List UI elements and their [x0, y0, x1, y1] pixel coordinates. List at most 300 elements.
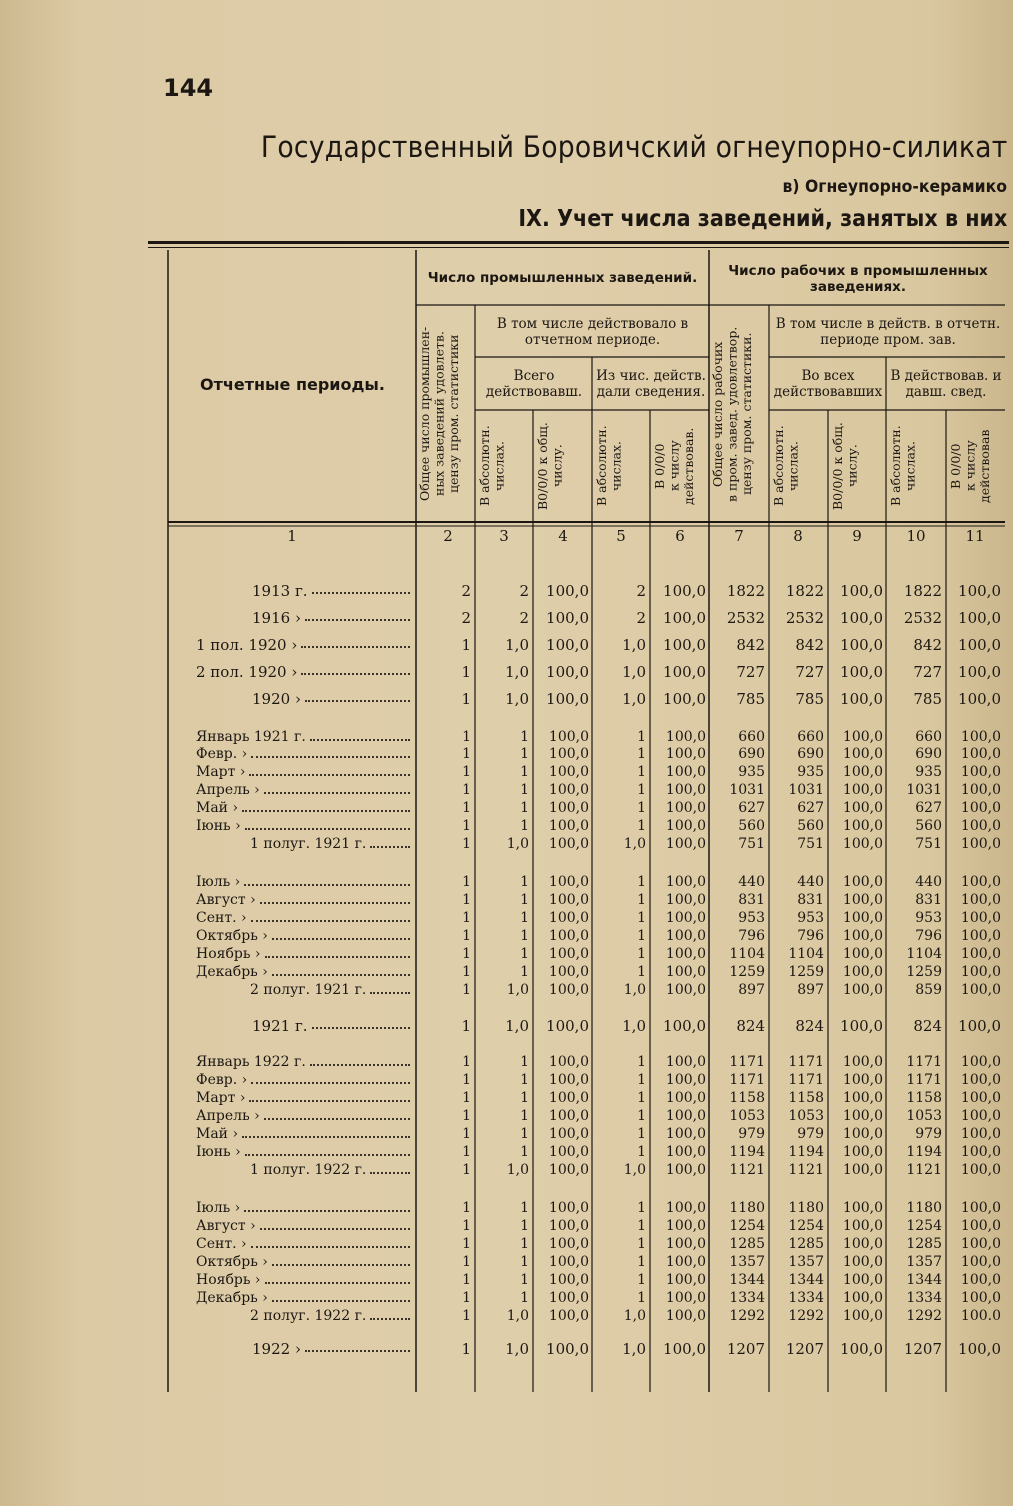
table-cell-col-4: 100,0 — [546, 690, 589, 708]
table-cell-col-10: 953 — [915, 910, 942, 926]
table-cell-col-11: 100,0 — [960, 782, 1001, 798]
table-cell-col-3: 1 — [520, 964, 529, 980]
table-cell-col-5: 1 — [637, 1290, 646, 1306]
table-cell-col-3: 1,0 — [506, 982, 529, 998]
table-cell-col-10: 560 — [915, 818, 942, 834]
table-cell-col-4: 100,0 — [548, 729, 589, 745]
table-cell-col-7: 935 — [738, 764, 765, 780]
table-cell-col-7: 1171 — [729, 1072, 765, 1088]
table-row — [0, 1162, 1013, 1180]
table-cell-col-8: 1334 — [788, 1290, 824, 1306]
period-text: Iюль › — [196, 1200, 241, 1216]
row-period-label — [196, 764, 245, 780]
table-cell-col-11: 100.0 — [960, 1308, 1001, 1324]
table-cell-col-8: 979 — [797, 1126, 824, 1142]
table-cell-col-3: 1 — [520, 1272, 529, 1288]
row-period-label — [196, 636, 297, 654]
table-cell-col-10: 796 — [915, 928, 942, 944]
table-cell-col-11: 100,0 — [960, 946, 1001, 962]
table-cell-col-2: 1 — [462, 1108, 471, 1124]
table-cell-col-10: 1357 — [906, 1254, 942, 1270]
table-cell-col-2: 1 — [462, 729, 471, 745]
table-cell-col-11: 100,0 — [958, 1017, 1001, 1035]
leader-dots — [305, 619, 410, 621]
table-cell-col-8: 560 — [797, 818, 824, 834]
row-period-label — [196, 729, 306, 745]
table-cell-col-9: 100,0 — [842, 782, 883, 798]
table-cell-col-3: 1,0 — [506, 1162, 529, 1178]
table-cell-col-9: 100,0 — [842, 1254, 883, 1270]
table-cell-col-4: 100,0 — [546, 582, 589, 600]
period-text: 1913 г. — [252, 582, 308, 600]
table-cell-col-7: 627 — [738, 800, 765, 816]
table-cell-col-8: 824 — [795, 1017, 824, 1035]
row-period-label — [196, 746, 247, 762]
table-cell-col-8: 1259 — [788, 964, 824, 980]
col-pct-9: В0/0/0 к общ. числу. — [830, 422, 860, 510]
table-cell-col-7: 1104 — [729, 946, 765, 962]
table-cell-col-7: 560 — [738, 818, 765, 834]
table-cell-col-6: 100,0 — [665, 1272, 706, 1288]
table-cell-col-8: 953 — [797, 910, 824, 926]
table-cell-col-9: 100,0 — [842, 1218, 883, 1234]
table-row — [0, 910, 1013, 928]
table-cell-col-8: 785 — [795, 690, 824, 708]
table-cell-col-9: 100,0 — [840, 1340, 883, 1358]
period-text: Май › — [196, 1126, 239, 1142]
table-cell-col-7: 1285 — [729, 1236, 765, 1252]
table-cell-col-3: 1 — [520, 1054, 529, 1070]
table-cell-col-9: 100,0 — [842, 1308, 883, 1324]
table-cell-col-4: 100,0 — [548, 946, 589, 962]
row-period-label — [196, 782, 260, 798]
table-cell-col-10: 842 — [913, 636, 942, 654]
table-cell-col-5: 1 — [637, 1272, 646, 1288]
column-number: 11 — [965, 527, 985, 545]
leader-dots — [265, 1282, 410, 1284]
table-cell-col-4: 100,0 — [548, 746, 589, 762]
table-cell-col-3: 2 — [519, 582, 529, 600]
period-text: Апрель › — [196, 782, 260, 798]
table-cell-col-3: 1 — [520, 800, 529, 816]
table-cell-col-8: 1031 — [788, 782, 824, 798]
table-cell-col-11: 100,0 — [960, 1272, 1001, 1288]
table-row — [0, 1054, 1013, 1072]
table-cell-col-11: 100,0 — [958, 1340, 1001, 1358]
table-cell-col-6: 100,0 — [665, 1090, 706, 1106]
table-cell-col-2: 1 — [462, 764, 471, 780]
table-cell-col-5: 1 — [637, 1054, 646, 1070]
leader-dots — [245, 828, 410, 830]
table-row — [0, 729, 1013, 747]
row-period-label — [196, 1144, 241, 1160]
table-cell-col-10: 660 — [915, 729, 942, 745]
table-cell-col-2: 1 — [462, 1126, 471, 1142]
table-cell-col-6: 100,0 — [665, 729, 706, 745]
table-cell-col-11: 100,0 — [960, 892, 1001, 908]
table-cell-col-10: 1259 — [906, 964, 942, 980]
table-cell-col-5: 1 — [637, 928, 646, 944]
table-cell-col-3: 1,0 — [505, 636, 529, 654]
table-row — [0, 1126, 1013, 1144]
table-cell-col-7: 751 — [738, 836, 765, 852]
table-cell-col-9: 100,0 — [842, 1144, 883, 1160]
leader-dots — [244, 1210, 410, 1212]
table-row — [0, 1290, 1013, 1308]
table-cell-col-2: 2 — [461, 582, 471, 600]
leader-dots — [310, 1064, 410, 1066]
table-cell-col-11: 100,0 — [960, 928, 1001, 944]
period-text: 1920 › — [252, 690, 301, 708]
table-cell-col-3: 1 — [520, 910, 529, 926]
table-cell-col-6: 100,0 — [665, 928, 706, 944]
period-text: Январь 1922 г. — [196, 1054, 306, 1070]
period-text: Апрель › — [196, 1108, 260, 1124]
row-period-label — [250, 1162, 366, 1178]
table-cell-col-8: 897 — [797, 982, 824, 998]
subheader-workers-all: Во всех действовавших — [773, 368, 883, 401]
table-cell-col-3: 1 — [520, 1236, 529, 1252]
table-cell-col-11: 100,0 — [960, 1162, 1001, 1178]
table-cell-col-4: 100,0 — [548, 782, 589, 798]
table-cell-col-9: 100,0 — [842, 928, 883, 944]
table-cell-col-8: 1254 — [788, 1218, 824, 1234]
table-cell-col-6: 100,0 — [663, 663, 706, 681]
table-cell-col-4: 100,0 — [546, 1340, 589, 1358]
group-header-establishments: Число промышленных заведений. — [427, 270, 698, 286]
leader-dots — [251, 1082, 410, 1084]
table-cell-col-3: 1 — [520, 1200, 529, 1216]
table-cell-col-10: 751 — [915, 836, 942, 852]
table-cell-col-11: 100,0 — [960, 1254, 1001, 1270]
period-text: Март › — [196, 764, 246, 780]
table-cell-col-7: 1194 — [729, 1144, 765, 1160]
leader-dots — [249, 1100, 410, 1102]
column-number: 2 — [443, 527, 453, 545]
table-cell-col-9: 100,0 — [842, 729, 883, 745]
table-cell-col-8: 627 — [797, 800, 824, 816]
leader-dots — [312, 592, 410, 594]
table-cell-col-5: 1,0 — [623, 982, 646, 998]
table-cell-col-3: 1,0 — [505, 1017, 529, 1035]
col-abs-8: В абсолютн. числах. — [771, 425, 801, 507]
table-cell-col-3: 1,0 — [506, 1308, 529, 1324]
table-cell-col-10: 1292 — [906, 1308, 942, 1324]
period-text: Январь 1921 г. — [196, 729, 306, 745]
period-text: Май › — [196, 800, 239, 816]
table-cell-col-5: 1 — [637, 946, 646, 962]
table-cell-col-9: 100,0 — [840, 636, 883, 654]
column-number: 10 — [906, 527, 926, 545]
table-cell-col-9: 100,0 — [842, 1236, 883, 1252]
col-pct-6: В 0/0/0 к числу действовав. — [652, 427, 696, 505]
table-cell-col-2: 1 — [462, 946, 471, 962]
table-cell-col-5: 1 — [637, 1236, 646, 1252]
table-cell-col-5: 2 — [636, 582, 646, 600]
table-cell-col-9: 100,0 — [842, 892, 883, 908]
table-cell-col-11: 100,0 — [958, 609, 1001, 627]
table-cell-col-5: 1 — [637, 1254, 646, 1270]
table-cell-col-8: 1285 — [788, 1236, 824, 1252]
table-cell-col-8: 727 — [795, 663, 824, 681]
table-cell-col-3: 2 — [519, 609, 529, 627]
table-row — [0, 1308, 1013, 1326]
table-cell-col-5: 1,0 — [623, 1308, 646, 1324]
table-cell-col-8: 1171 — [788, 1072, 824, 1088]
table-cell-col-2: 1 — [462, 1236, 471, 1252]
table-cell-col-9: 100,0 — [840, 609, 883, 627]
row-period-label — [196, 1236, 247, 1252]
table-cell-col-7: 842 — [736, 636, 765, 654]
row-period-label — [196, 1108, 260, 1124]
table-cell-col-7: 2532 — [726, 609, 765, 627]
table-cell-col-10: 935 — [915, 764, 942, 780]
table-cell-col-4: 100,0 — [548, 928, 589, 944]
period-text: Сент. › — [196, 1236, 247, 1252]
table-cell-col-3: 1 — [520, 764, 529, 780]
table-cell-col-7: 1259 — [729, 964, 765, 980]
table-cell-col-11: 100,0 — [960, 1090, 1001, 1106]
table-cell-col-11: 100,0 — [960, 910, 1001, 926]
table-cell-col-2: 1 — [462, 982, 471, 998]
period-text: Октябрь › — [196, 1254, 268, 1270]
period-text: Iюнь › — [196, 1144, 241, 1160]
table-cell-col-3: 1 — [520, 818, 529, 834]
table-cell-col-5: 1 — [637, 1144, 646, 1160]
table-cell-col-10: 627 — [915, 800, 942, 816]
table-cell-col-7: 440 — [738, 874, 765, 890]
table-cell-col-5: 1 — [637, 746, 646, 762]
table-cell-col-6: 100,0 — [663, 690, 706, 708]
table-cell-col-2: 1 — [462, 818, 471, 834]
table-cell-col-6: 100,0 — [665, 1236, 706, 1252]
table-cell-col-6: 100,0 — [665, 1072, 706, 1088]
table-cell-col-11: 100,0 — [960, 1200, 1001, 1216]
table-cell-col-9: 100,0 — [840, 690, 883, 708]
table-cell-col-2: 1 — [462, 910, 471, 926]
table-cell-col-6: 100,0 — [665, 964, 706, 980]
table-cell-col-10: 1121 — [906, 1162, 942, 1178]
leader-dots — [272, 1264, 410, 1266]
period-text: 2 полуг. 1921 г. — [250, 982, 367, 998]
table-cell-col-10: 859 — [915, 982, 942, 998]
period-text: Август › — [196, 892, 256, 908]
table-cell-col-10: 1104 — [906, 946, 942, 962]
table-cell-col-4: 100,0 — [548, 800, 589, 816]
table-cell-col-6: 100,0 — [665, 910, 706, 926]
leader-dots — [370, 992, 410, 994]
period-text: Iюль › — [196, 874, 241, 890]
subheader-workers-operating: В том числе в действ. в отчетн. периоде пром. зав. — [775, 316, 1001, 349]
table-cell-col-3: 1,0 — [506, 836, 529, 852]
table-cell-col-3: 1,0 — [505, 690, 529, 708]
row-period-label — [252, 609, 301, 627]
table-cell-col-9: 100,0 — [842, 800, 883, 816]
table-cell-col-5: 1 — [637, 1126, 646, 1142]
leader-dots — [242, 810, 410, 812]
table-cell-col-11: 100,0 — [960, 982, 1001, 998]
leader-dots — [260, 1228, 410, 1230]
table-cell-col-6: 100,0 — [663, 1017, 706, 1035]
table-cell-col-3: 1 — [520, 1144, 529, 1160]
table-cell-col-5: 1 — [637, 729, 646, 745]
table-cell-col-2: 1 — [462, 782, 471, 798]
table-cell-col-8: 1292 — [788, 1308, 824, 1324]
table-cell-col-4: 100,0 — [546, 609, 589, 627]
table-cell-col-5: 1 — [637, 964, 646, 980]
table-cell-col-5: 1,0 — [622, 636, 646, 654]
table-cell-col-3: 1 — [520, 946, 529, 962]
table-cell-col-3: 1 — [520, 1108, 529, 1124]
table-row — [0, 874, 1013, 892]
table-cell-col-7: 660 — [738, 729, 765, 745]
table-cell-col-8: 1207 — [785, 1340, 824, 1358]
row-period-label — [196, 892, 256, 908]
row-period-label — [252, 1017, 308, 1035]
table-cell-col-11: 100,0 — [960, 818, 1001, 834]
table-row — [0, 946, 1013, 964]
table-cell-col-5: 1 — [637, 1090, 646, 1106]
period-text: 1 полуг. 1922 г. — [250, 1162, 367, 1178]
row-period-label — [196, 800, 238, 816]
table-cell-col-8: 935 — [797, 764, 824, 780]
table-cell-col-10: 1207 — [903, 1340, 942, 1358]
table-row — [0, 1340, 1013, 1358]
table-cell-col-5: 1 — [637, 1218, 646, 1234]
period-text: 2 пол. 1920 › — [196, 663, 298, 681]
table-cell-col-5: 1 — [637, 1200, 646, 1216]
table-cell-col-11: 100,0 — [958, 690, 1001, 708]
table-cell-col-2: 1 — [462, 1218, 471, 1234]
leader-dots — [265, 956, 410, 958]
table-cell-col-10: 831 — [915, 892, 942, 908]
table-row — [0, 1236, 1013, 1254]
table-cell-col-11: 100,0 — [960, 1290, 1001, 1306]
period-text: Декабрь › — [196, 964, 268, 980]
col-total-workers: Общее число рабочих в пром. завед. удовлетвор. цензу пром. статистики. — [710, 326, 754, 502]
table-cell-col-9: 100,0 — [842, 1054, 883, 1070]
table-cell-col-11: 100,0 — [958, 663, 1001, 681]
row-period-label — [196, 1054, 306, 1070]
row-period-label — [196, 1218, 256, 1234]
table-cell-col-4: 100,0 — [548, 1272, 589, 1288]
table-cell-col-6: 100,0 — [665, 746, 706, 762]
table-cell-col-3: 1,0 — [505, 1340, 529, 1358]
table-cell-col-5: 1,0 — [623, 836, 646, 852]
table-cell-col-5: 1 — [637, 764, 646, 780]
row-period-label — [196, 1072, 247, 1088]
table-cell-col-2: 1 — [462, 1090, 471, 1106]
table-cell-col-4: 100,0 — [548, 1144, 589, 1160]
table-cell-col-11: 100,0 — [960, 1072, 1001, 1088]
table-cell-col-9: 100,0 — [842, 982, 883, 998]
period-text: 1921 г. — [252, 1017, 308, 1035]
table-cell-col-4: 100,0 — [548, 1108, 589, 1124]
table-cell-col-2: 1 — [462, 892, 471, 908]
subheader-workers-info: В действовав. и давш. свед. — [890, 368, 1002, 401]
table-cell-col-11: 100,0 — [960, 729, 1001, 745]
table-cell-col-2: 1 — [462, 1054, 471, 1070]
table-cell-col-11: 100,0 — [960, 764, 1001, 780]
document-subtitle: в) Огнеупорно-керамико — [782, 177, 1007, 197]
table-cell-col-6: 100,0 — [665, 1108, 706, 1124]
period-text: Октябрь › — [196, 928, 268, 944]
table-cell-col-7: 1357 — [729, 1254, 765, 1270]
period-text: Декабрь › — [196, 1290, 268, 1306]
table-row — [0, 1108, 1013, 1126]
table-cell-col-10: 1180 — [906, 1200, 942, 1216]
row-period-label — [252, 690, 301, 708]
table-cell-col-8: 1053 — [788, 1108, 824, 1124]
table-row — [0, 964, 1013, 982]
table-cell-col-5: 1 — [637, 1108, 646, 1124]
table-cell-col-6: 100,0 — [665, 946, 706, 962]
row-period-label — [196, 663, 297, 681]
table-cell-col-10: 1158 — [906, 1090, 942, 1106]
col-abs-5: В абсолютн. числах. — [594, 425, 624, 507]
table-cell-col-7: 1171 — [729, 1054, 765, 1070]
periods-column-header: Отчетные периоды. — [200, 375, 385, 394]
table-cell-col-11: 100,0 — [960, 746, 1001, 762]
row-period-label — [252, 582, 308, 600]
table-cell-col-4: 100,0 — [548, 910, 589, 926]
table-cell-col-4: 100,0 — [548, 1290, 589, 1306]
col-pct-4: В0/0/0 к общ. числу. — [535, 422, 565, 510]
table-cell-col-10: 1171 — [906, 1054, 942, 1070]
table-cell-col-2: 1 — [462, 1162, 471, 1178]
table-cell-col-4: 100,0 — [546, 1017, 589, 1035]
period-text: Март › — [196, 1090, 246, 1106]
leader-dots — [251, 756, 410, 758]
table-cell-col-10: 727 — [913, 663, 942, 681]
table-row — [0, 928, 1013, 946]
table-cell-col-6: 100,0 — [665, 982, 706, 998]
table-row — [0, 609, 1013, 627]
table-cell-col-6: 100,0 — [665, 800, 706, 816]
table-cell-col-10: 1194 — [906, 1144, 942, 1160]
column-number: 1 — [287, 527, 297, 545]
table-cell-col-6: 100,0 — [665, 818, 706, 834]
table-cell-col-11: 100,0 — [960, 1218, 1001, 1234]
table-cell-col-3: 1 — [520, 892, 529, 908]
table-cell-col-7: 1292 — [729, 1308, 765, 1324]
table-cell-col-5: 1 — [637, 1072, 646, 1088]
row-period-label — [196, 818, 241, 834]
table-cell-col-2: 1 — [462, 1072, 471, 1088]
table-row — [0, 1090, 1013, 1108]
col-abs-10: В абсолютн. числах. — [888, 425, 918, 507]
table-cell-col-5: 1 — [637, 800, 646, 816]
table-cell-col-9: 100,0 — [842, 1200, 883, 1216]
table-cell-col-6: 100,0 — [665, 874, 706, 890]
table-cell-col-10: 1334 — [906, 1290, 942, 1306]
table-cell-col-4: 100,0 — [548, 982, 589, 998]
column-number: 7 — [734, 527, 744, 545]
table-cell-col-6: 100,0 — [665, 1254, 706, 1270]
table-row — [0, 1144, 1013, 1162]
table-cell-col-5: 1,0 — [622, 663, 646, 681]
period-text: Ноябрь › — [196, 946, 261, 962]
table-cell-col-4: 100,0 — [548, 836, 589, 852]
table-cell-col-4: 100,0 — [548, 964, 589, 980]
table-cell-col-8: 1344 — [788, 1272, 824, 1288]
period-text: Февр. › — [196, 746, 248, 762]
table-cell-col-9: 100,0 — [842, 1072, 883, 1088]
row-period-label — [196, 1090, 245, 1106]
subheader-total-operating: Всего действовавш. — [485, 368, 583, 401]
table-cell-col-3: 1,0 — [505, 663, 529, 681]
table-cell-col-2: 1 — [462, 1290, 471, 1306]
